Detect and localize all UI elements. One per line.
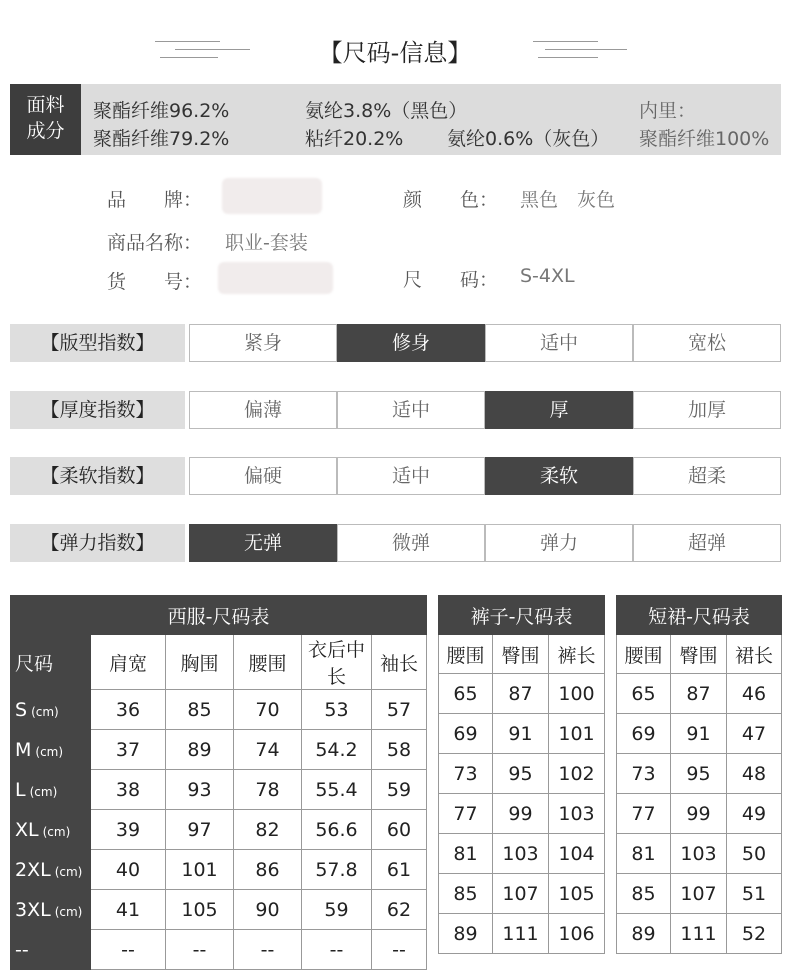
table-cell: 90 xyxy=(234,890,302,930)
table-cell: 46 xyxy=(727,674,782,714)
size-cell xyxy=(11,850,91,890)
table-cell: 51 xyxy=(727,874,782,914)
size-name: 2XL xyxy=(15,858,51,881)
fabric-composition xyxy=(10,84,781,155)
table-row xyxy=(617,794,782,834)
table-row xyxy=(439,794,605,834)
unit-label: (cm) xyxy=(42,824,71,839)
suit-table-title: 西服-尺码表 xyxy=(11,596,427,635)
column-header: 腰围 xyxy=(439,635,493,674)
size-cell xyxy=(11,810,91,850)
index-option: 微弹 xyxy=(337,524,485,562)
table-row xyxy=(11,690,427,730)
table-cell: 97 xyxy=(166,810,234,850)
fabric-lining-value: 聚酯纤维100% xyxy=(639,128,770,150)
table-row xyxy=(439,714,605,754)
table-cell: 57 xyxy=(372,690,427,730)
size-cell xyxy=(11,730,91,770)
column-header: 裤长 xyxy=(549,635,605,674)
table-cell: 74 xyxy=(234,730,302,770)
table-cell: 65 xyxy=(439,674,493,714)
color-value: 黑色 灰色 xyxy=(520,189,616,211)
table-cell: 70 xyxy=(234,690,302,730)
column-header: 腰围 xyxy=(617,635,671,674)
table-row xyxy=(617,834,782,874)
table-cell: 40 xyxy=(91,850,166,890)
table-cell: 54.2 xyxy=(302,730,372,770)
index-option: 超弹 xyxy=(633,524,781,562)
column-header: 臀围 xyxy=(671,635,727,674)
index-option: 加厚 xyxy=(633,391,781,429)
table-cell: 95 xyxy=(493,754,549,794)
table-cell: 69 xyxy=(439,714,493,754)
fabric-gray-spandex: 氨纶0.6%（灰色） xyxy=(447,128,610,150)
size-name: -- xyxy=(15,938,29,961)
table-cell: -- xyxy=(91,930,166,970)
column-header: 袖长 xyxy=(372,635,427,690)
index-label: 【弹力指数】 xyxy=(10,524,185,562)
fabric-gray-polyester: 聚酯纤维79.2% xyxy=(93,128,230,150)
table-cell: 104 xyxy=(549,834,605,874)
table-cell: 105 xyxy=(166,890,234,930)
table-cell: 81 xyxy=(439,834,493,874)
column-header: 衣后中长 xyxy=(302,635,372,690)
table-cell: 59 xyxy=(372,770,427,810)
table-cell: 102 xyxy=(549,754,605,794)
unit-label: (cm) xyxy=(29,784,58,799)
sku-label: 货 号： xyxy=(107,271,203,293)
table-row xyxy=(439,674,605,714)
table-cell: 53 xyxy=(302,690,372,730)
table-cell: 59 xyxy=(302,890,372,930)
brand-value-redacted xyxy=(222,178,322,214)
suit-size-table xyxy=(10,595,427,970)
table-cell: 69 xyxy=(617,714,671,754)
table-row xyxy=(439,914,605,954)
index-option: 无弹 xyxy=(189,524,337,562)
index-label: 【厚度指数】 xyxy=(10,391,185,429)
pants-table-title: 裤子-尺码表 xyxy=(439,596,605,635)
table-cell: 57.8 xyxy=(302,850,372,890)
table-cell: 37 xyxy=(91,730,166,770)
table-cell: 73 xyxy=(439,754,493,794)
table-cell: 85 xyxy=(166,690,234,730)
table-row xyxy=(11,810,427,850)
index-option: 修身 xyxy=(337,324,485,362)
table-cell: 93 xyxy=(166,770,234,810)
table-cell: 49 xyxy=(727,794,782,834)
index-option: 适中 xyxy=(485,324,633,362)
table-cell: 82 xyxy=(234,810,302,850)
column-header: 裙长 xyxy=(727,635,782,674)
table-cell: 77 xyxy=(617,794,671,834)
table-cell: 62 xyxy=(372,890,427,930)
table-cell: 36 xyxy=(91,690,166,730)
size-cell xyxy=(11,690,91,730)
table-cell: 103 xyxy=(671,834,727,874)
fabric-label: 面料 成分 xyxy=(10,84,81,155)
fabric-lining-label: 内里： xyxy=(639,100,697,122)
index-option: 紧身 xyxy=(189,324,337,362)
table-cell: 103 xyxy=(493,834,549,874)
unit-label: (cm) xyxy=(54,904,83,919)
size-label: 尺 码： xyxy=(403,269,499,291)
table-cell: 52 xyxy=(727,914,782,954)
table-row xyxy=(617,914,782,954)
table-cell: 105 xyxy=(549,874,605,914)
index-option: 适中 xyxy=(337,391,485,429)
table-cell: 99 xyxy=(671,794,727,834)
unit-label: (cm) xyxy=(31,704,59,719)
brand-label: 品 牌： xyxy=(107,189,203,211)
table-cell: 48 xyxy=(727,754,782,794)
column-header: 胸围 xyxy=(166,635,234,690)
table-cell: 78 xyxy=(234,770,302,810)
table-cell: -- xyxy=(166,930,234,970)
table-cell: 101 xyxy=(549,714,605,754)
table-cell: 91 xyxy=(671,714,727,754)
size-name: L xyxy=(15,778,26,801)
table-cell: 99 xyxy=(493,794,549,834)
page-title: 【尺码-信息】 xyxy=(318,39,472,67)
table-cell: 65 xyxy=(617,674,671,714)
table-cell: 100 xyxy=(549,674,605,714)
table-cell: 87 xyxy=(493,674,549,714)
size-name: XL xyxy=(15,818,39,841)
table-cell: 87 xyxy=(671,674,727,714)
size-name: S xyxy=(15,698,28,721)
table-cell: -- xyxy=(372,930,427,970)
table-row xyxy=(617,874,782,914)
fabric-black-spandex: 氨纶3.8%（黑色） xyxy=(305,100,468,122)
table-cell: 86 xyxy=(234,850,302,890)
title-deco-right-1 xyxy=(533,41,598,42)
column-header: 肩宽 xyxy=(91,635,166,690)
index-label: 【版型指数】 xyxy=(10,324,185,362)
table-cell: 38 xyxy=(91,770,166,810)
table-row xyxy=(11,770,427,810)
product-name-value: 职业-套装 xyxy=(225,232,308,254)
table-row xyxy=(617,674,782,714)
table-cell: 41 xyxy=(91,890,166,930)
table-cell: 77 xyxy=(439,794,493,834)
unit-label: (cm) xyxy=(54,864,83,879)
table-cell: 89 xyxy=(166,730,234,770)
product-name-label: 商品名称： xyxy=(107,232,203,254)
color-label: 颜 色： xyxy=(403,189,499,211)
title-deco-right-3 xyxy=(538,57,598,58)
table-cell: 106 xyxy=(549,914,605,954)
column-header: 臀围 xyxy=(493,635,549,674)
index-option: 偏薄 xyxy=(189,391,337,429)
fabric-gray-viscose: 粘纤20.2% xyxy=(305,128,404,150)
size-cell xyxy=(11,770,91,810)
table-cell: 61 xyxy=(372,850,427,890)
table-cell: 60 xyxy=(372,810,427,850)
size-name: M xyxy=(15,738,32,761)
table-row xyxy=(617,714,782,754)
table-cell: 50 xyxy=(727,834,782,874)
table-row xyxy=(11,730,427,770)
table-cell: 55.4 xyxy=(302,770,372,810)
size-range-value: S-4XL xyxy=(520,265,575,287)
table-cell: 111 xyxy=(671,914,727,954)
table-cell: 101 xyxy=(166,850,234,890)
table-cell: -- xyxy=(302,930,372,970)
table-cell: 39 xyxy=(91,810,166,850)
table-cell: 89 xyxy=(439,914,493,954)
table-cell: 89 xyxy=(617,914,671,954)
index-option: 偏硬 xyxy=(189,457,337,495)
fabric-black-polyester: 聚酯纤维96.2% xyxy=(93,100,230,122)
index-option: 弹力 xyxy=(485,524,633,562)
size-column-header: 尺码 xyxy=(11,635,91,690)
table-cell: 85 xyxy=(617,874,671,914)
table-cell: 91 xyxy=(493,714,549,754)
index-option: 厚 xyxy=(485,391,633,429)
title-deco-right-2 xyxy=(545,49,627,50)
skirt-size-table xyxy=(616,595,782,954)
table-cell: -- xyxy=(234,930,302,970)
table-cell: 111 xyxy=(493,914,549,954)
table-cell: 58 xyxy=(372,730,427,770)
sku-value-redacted xyxy=(218,262,333,294)
table-cell: 47 xyxy=(727,714,782,754)
table-row xyxy=(11,850,427,890)
index-option: 适中 xyxy=(337,457,485,495)
size-name: 3XL xyxy=(15,898,51,921)
size-cell xyxy=(11,890,91,930)
table-cell: 95 xyxy=(671,754,727,794)
table-row xyxy=(11,890,427,930)
table-cell: 73 xyxy=(617,754,671,794)
table-row xyxy=(439,754,605,794)
table-cell: 81 xyxy=(617,834,671,874)
table-row xyxy=(11,930,427,970)
index-label: 【柔软指数】 xyxy=(10,457,185,495)
pants-size-table xyxy=(438,595,605,954)
table-cell: 56.6 xyxy=(302,810,372,850)
table-cell: 107 xyxy=(493,874,549,914)
table-row xyxy=(617,754,782,794)
column-header: 腰围 xyxy=(234,635,302,690)
index-option: 宽松 xyxy=(633,324,781,362)
table-cell: 85 xyxy=(439,874,493,914)
unit-label: (cm) xyxy=(35,744,64,759)
table-cell: 103 xyxy=(549,794,605,834)
skirt-table-title: 短裙-尺码表 xyxy=(617,596,782,635)
table-row xyxy=(439,874,605,914)
table-cell: 107 xyxy=(671,874,727,914)
index-option: 柔软 xyxy=(485,457,633,495)
index-option: 超柔 xyxy=(633,457,781,495)
table-row xyxy=(439,834,605,874)
size-cell xyxy=(11,930,91,970)
